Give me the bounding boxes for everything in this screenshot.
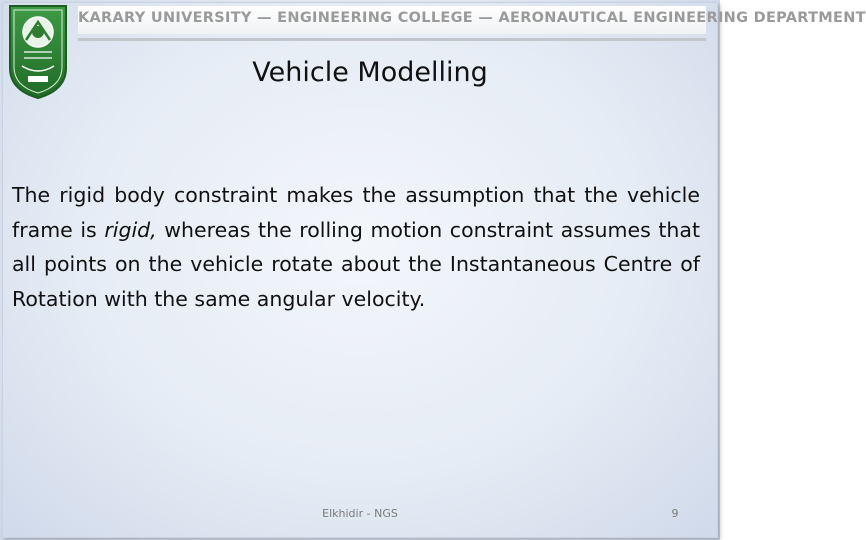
slide-footer: Elkhidir - NGS — [322, 507, 398, 520]
banner-divider — [78, 38, 706, 41]
banner-title: KARARY UNIVERSITY — ENGINEERING COLLEGE — AERONAUTICAL ENGINEERING DEPARTMENT — [78, 10, 866, 26]
university-seal-icon — [4, 2, 72, 100]
page-number: 9 — [671, 507, 679, 520]
header-banner — [78, 6, 866, 34]
body-emphasis: rigid, — [104, 217, 157, 242]
slide-title: Vehicle Modelling — [252, 57, 488, 88]
body-text-part1: The rigid body constraint makes the assumption that the vehicle frame is — [12, 183, 700, 242]
slide-body — [12, 178, 700, 316]
body-text-part2: whereas the rolling motion constraint assumes that all points on the vehicle rotate about the Instantaneous Centre of Rotation with the same angular velocity. — [12, 217, 701, 311]
